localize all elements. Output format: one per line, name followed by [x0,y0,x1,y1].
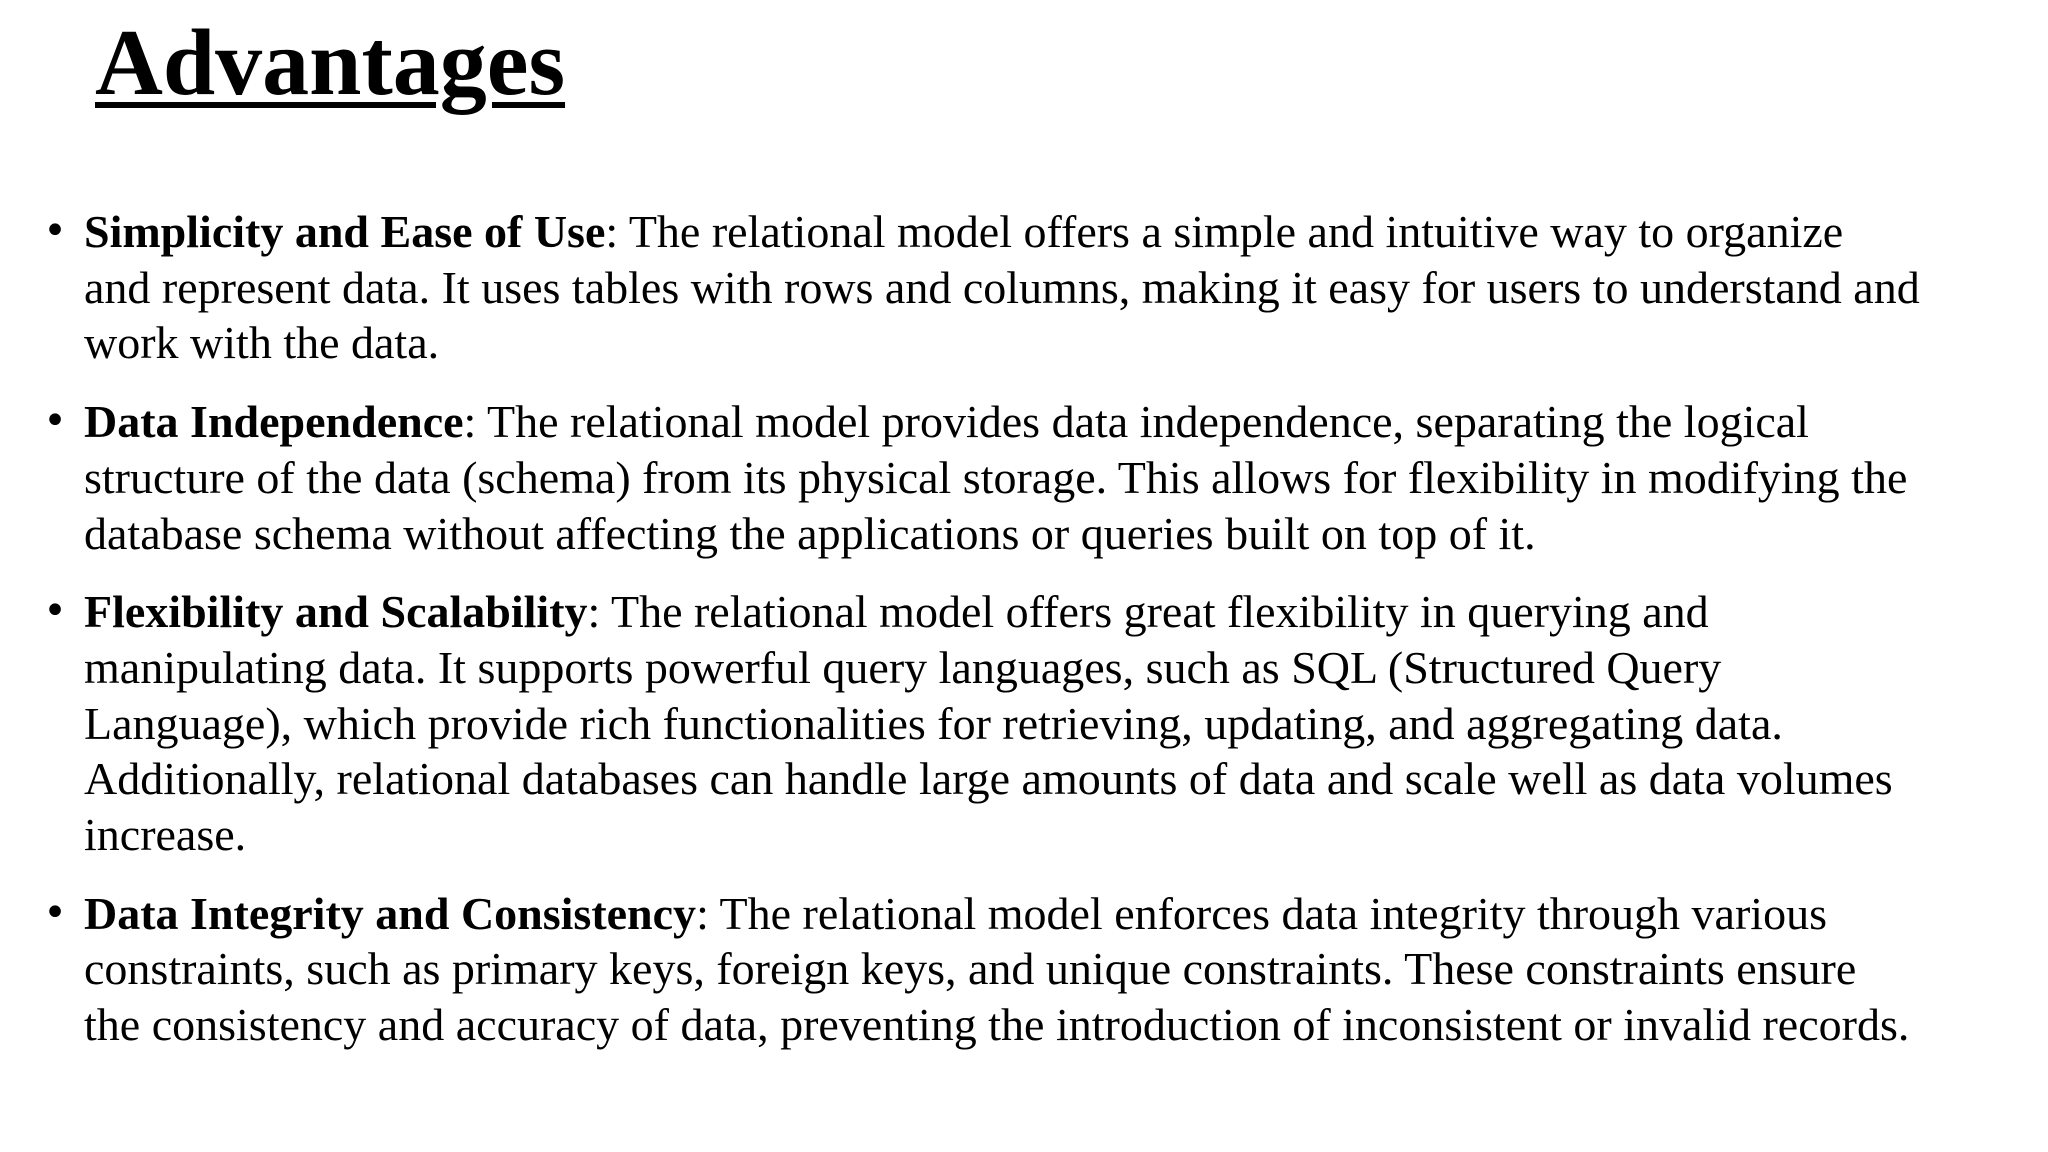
bullet-text: : The relational model offers a simple and intuitive way to organize and represent data. It uses tables with rows and columns, making it easy for users to understand and work with the data. [84,206,1920,369]
bullet-term: Flexibility and Scalability [84,586,588,638]
bullet-icon: • [43,889,67,936]
bullet-text: : The relational model enforces data integrity through various constraints, such as primary keys, foreign keys, and unique constraints. These constraints ensure the consistency and accuracy of data, preventing the introduction of inconsistent or invalid records. [84,887,1910,1051]
bullet-item-data-independence [40,394,1920,561]
bullet-item-flexibility [40,584,1920,863]
bullet-item-data-integrity [40,886,1920,1053]
bullet-item-simplicity [40,204,1920,371]
bullet-icon: • [43,588,67,635]
slide-title: Advantages [95,11,566,115]
bullet-term: Data Integrity and Consistency [84,887,697,939]
bullet-list [40,204,1920,1076]
bullet-icon: • [43,398,67,445]
bullet-icon: • [43,208,67,254]
bullet-text: : The relational model offers great flexibility in querying and manipulating data. It supports powerful query languages, such as SQL (Structured Query Language), which provide rich functionalities for retrieving, updating, and aggregating data. Additionally, relational databases can handle large amounts of data and scale well as data volumes increase. [84,586,1893,861]
bullet-term: Data Independence [84,396,464,448]
bullet-term: Simplicity and Ease of Use [84,206,606,257]
bullet-text: : The relational model provides data independence, separating the logical structure of the data (schema) from its physical storage. This allows for flexibility in modifying the database schema without affecting the applications or queries built on top of it. [84,396,1908,559]
